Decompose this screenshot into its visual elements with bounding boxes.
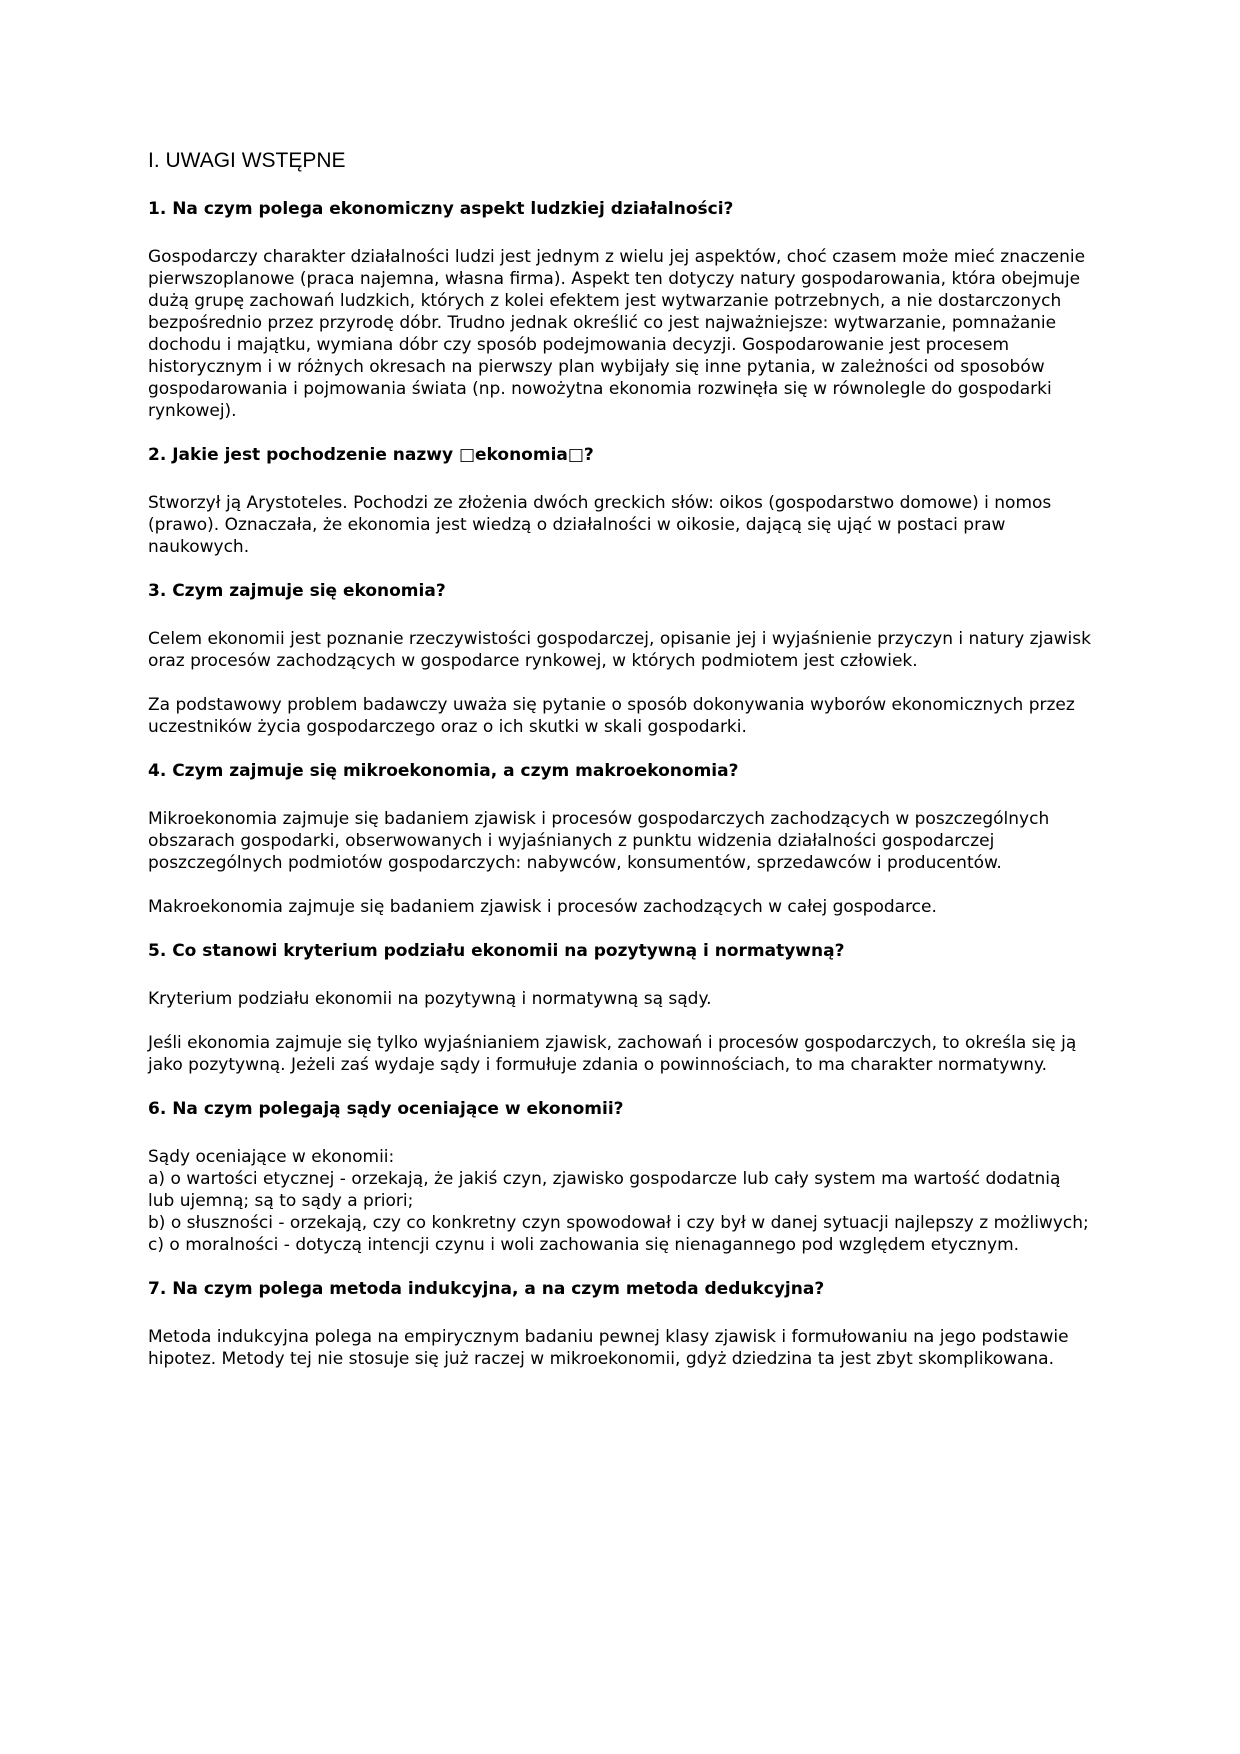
answer-paragraph: Jeśli ekonomia zajmuje się tylko wyjaśnianiem zjawisk, zachowań i procesów gospodarczych, to określa się ją jako pozytywną. Jeżeli zaś wydaje sądy i formułuje zdania o powinnościach, to ma charakter normatywny. xyxy=(148,1033,1077,1075)
answer-paragraph: Stworzył ją Arystoteles. Pochodzi ze złożenia dwóch greckich słów: oikos (gospodarstwo domowe) i nomos (prawo). Oznaczała, że ekonomia jest wiedzą o działalności w oikosie, dającą się ująć w postaci praw naukowych. xyxy=(148,493,1052,557)
answer-paragraph: Za podstawowy problem badawczy uważa się pytanie o sposób dokonywania wyborów ekonomicznych przez uczestników życia gospodarczego oraz o ich skutki w skali gospodarki. xyxy=(148,695,1075,737)
question-heading: 6. Na czym polegają sądy oceniające w ekonomii? xyxy=(148,1099,624,1119)
question-heading: 4. Czym zajmuje się mikroekonomia, a czym makroekonomia? xyxy=(148,761,739,781)
document-content xyxy=(148,148,1092,1392)
section-5 xyxy=(148,940,1092,1076)
question-heading: 2. Jakie jest pochodzenie nazwy □ekonomia□? xyxy=(148,445,594,465)
question-heading: 7. Na czym polega metoda indukcyjna, a na czym metoda dedukcyjna? xyxy=(148,1279,825,1299)
section-1 xyxy=(148,198,1092,422)
answer-paragraph: Sądy oceniające w ekonomii: a) o wartości etycznej - orzekają, że jakiś czyn, zjawisko gospodarcze lub cały system ma wartość dodatnią lub ujemną; są to sądy a priori; b) o słuszności - orzekają, czy co konkretny czyn spowodował i czy był w danej sytuacji najlepszy z możliwych; c) o moralności - dotyczą intencji czynu i woli zachowania się nienagannego pod względem etycznym. xyxy=(148,1147,1089,1255)
answer-paragraph: Gospodarczy charakter działalności ludzi jest jednym z wielu jej aspektów, choć czasem może mieć znaczenie pierwszoplanowe (praca najemna, własna firma). Aspekt ten dotyczy natury gospodarowania, która obejmuje dużą grupę zachowań ludzkich, których z kolei efektem jest wytwarzanie potrzebnych, a nie dostarczonych bezpośrednio przez przyrodę dóbr. Trudno jednak określić co jest najważniejsze: wytwarzanie, pomnażanie dochodu i majątku, wymiana dóbr czy sposób podejmowania decyzji. Gospodarowanie jest procesem historycznym i w różnych okresach na pierwszy plan wybijały się inne pytania, w zależności od sposobów gospodarowania i pojmowania świata (np. nowożytna ekonomia rozwinęła się w równolegle do gospodarki rynkowej). xyxy=(148,247,1086,421)
section-4 xyxy=(148,760,1092,918)
question-heading: 3. Czym zajmuje się ekonomia? xyxy=(148,581,446,601)
section-2 xyxy=(148,444,1092,558)
answer-paragraph: Metoda indukcyjna polega na empirycznym badaniu pewnej klasy zjawisk i formułowaniu na jego podstawie hipotez. Metody tej nie stosuje się już raczej w mikroekonomii, gdyż dziedzina ta jest zbyt skomplikowana. xyxy=(148,1327,1069,1369)
answer-paragraph: Mikroekonomia zajmuje się badaniem zjawisk i procesów gospodarczych zachodzących w poszczególnych obszarach gospodarki, obserwowanych i wyjaśnianych z punktu widzenia działalności gospodarczej poszczególnych podmiotów gospodarczych: nabywców, konsumentów, sprzedawców i producentów. xyxy=(148,809,1050,873)
answer-paragraph: Makroekonomia zajmuje się badaniem zjawisk i procesów zachodzących w całej gospodarce. xyxy=(148,897,937,917)
answer-paragraph: Kryterium podziału ekonomii na pozytywną i normatywną są sądy. xyxy=(148,989,712,1009)
answer-paragraph: Celem ekonomii jest poznanie rzeczywistości gospodarczej, opisanie jej i wyjaśnienie przyczyn i natury zjawisk oraz procesów zachodzących w gospodarce rynkowej, w których podmiotem jest człowiek. xyxy=(148,629,1091,671)
section-6 xyxy=(148,1098,1092,1256)
question-heading: 1. Na czym polega ekonomiczny aspekt ludzkiej działalności? xyxy=(148,199,734,219)
document-title: I. UWAGI WSTĘPNE xyxy=(148,149,346,172)
question-heading: 5. Co stanowi kryterium podziału ekonomii na pozytywną i normatywną? xyxy=(148,941,845,961)
section-3 xyxy=(148,580,1092,738)
section-7 xyxy=(148,1278,1092,1370)
